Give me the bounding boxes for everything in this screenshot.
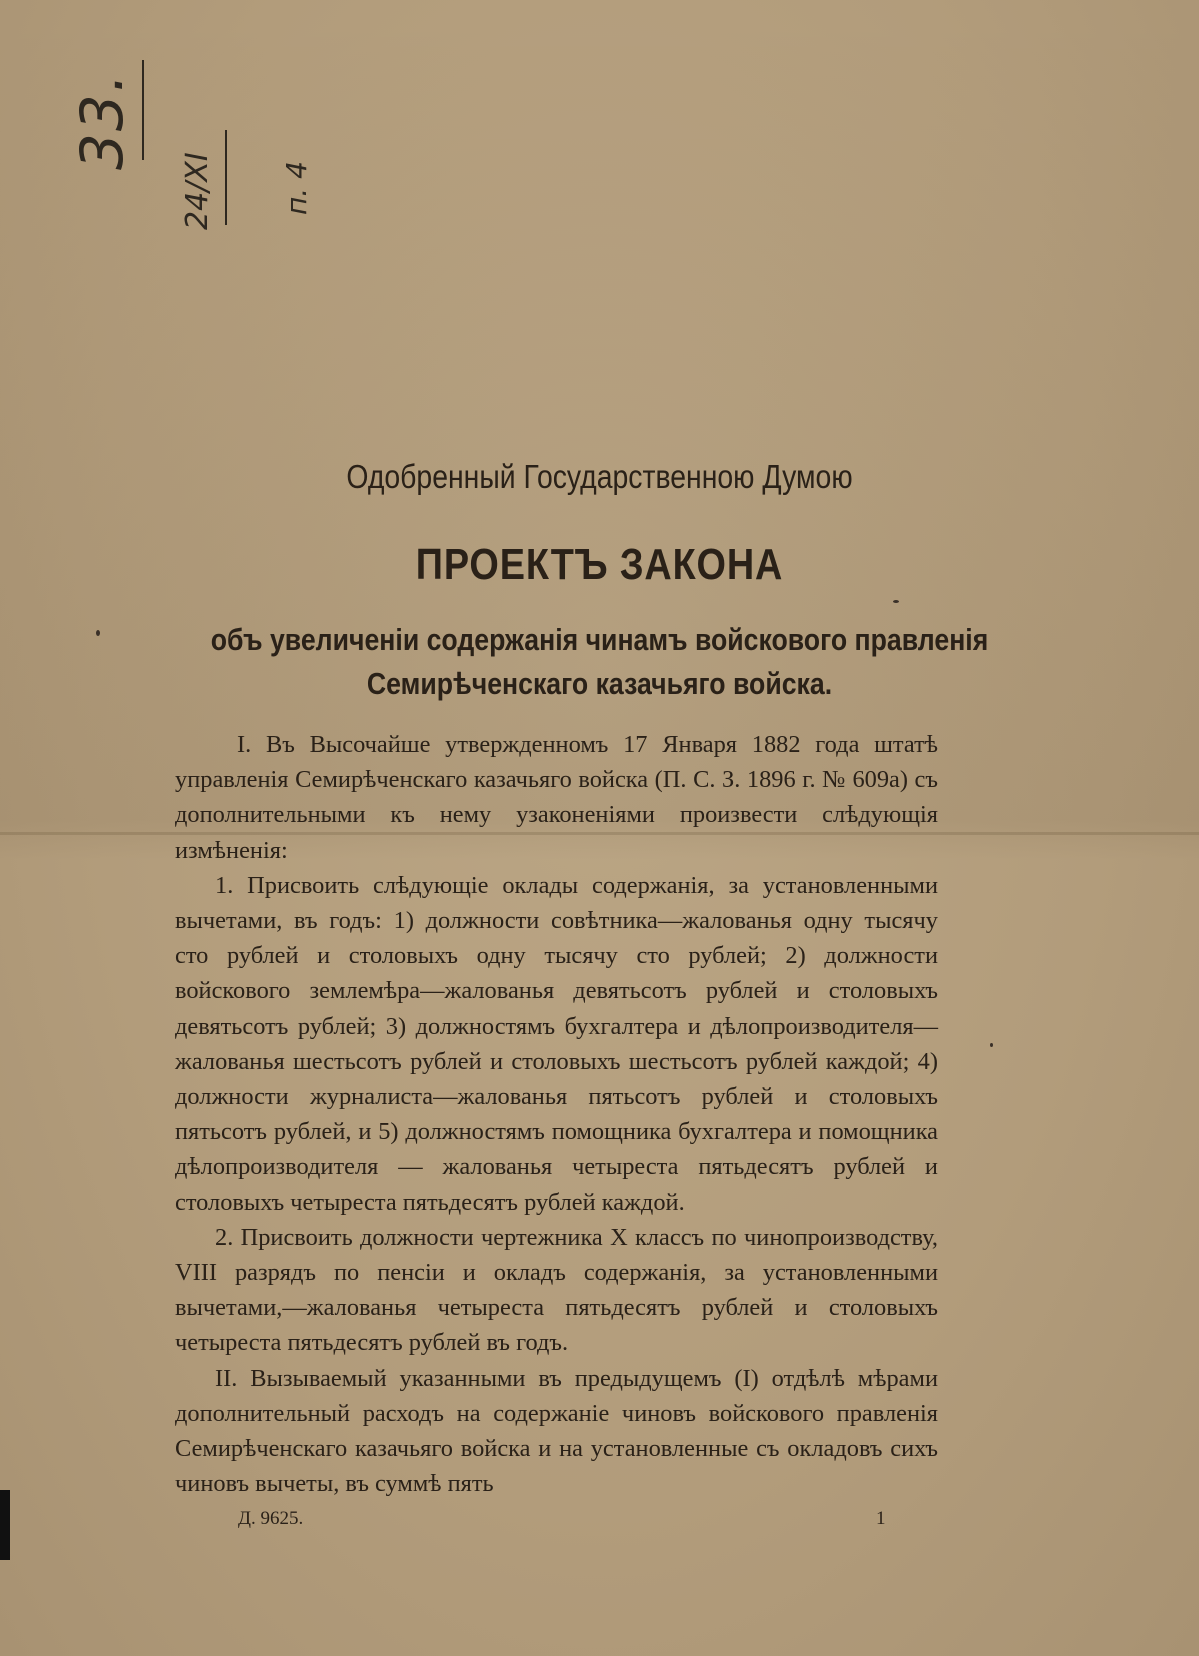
paper-speck: [893, 600, 899, 603]
scan-edge-shadow: [0, 1490, 10, 1560]
handwritten-date: 24/XI: [180, 152, 215, 230]
approved-by-line: Одобренный Государственною Думою: [346, 458, 853, 495]
document-subtitle-line-2: Семирѣченскаго казачьяго войска.: [366, 666, 833, 701]
paragraph-section-1: I. Въ Высочайше утвержденномъ 17 Января 1882 года штатѣ управленiя Семирѣченскаго казачьяго войска (П. С. З. 1896 г. № 609а) съ дополнительными къ нему узаконенiями произвести слѣдующiя измѣненiя:: [175, 731, 938, 864]
document-body: [175, 727, 938, 1501]
handwritten-number: 33.: [68, 71, 136, 170]
handwritten-rule: [142, 60, 144, 160]
document-title: ПРОЕКТЪ ЗАКОНА: [415, 540, 784, 589]
handwritten-note: п. 4: [280, 161, 313, 215]
paragraph-section-2: II. Вызываемый указанными въ предыдущемъ (I) отдѣлѣ мѣрами дополнительный расходъ на содержанiе чиновъ войскового правленiя Семирѣченскаго казачьяго войска и на установленные съ окладовъ сихъ чиновъ вычеты, въ суммѣ пять: [175, 1364, 938, 1498]
page-number: 1: [876, 1508, 886, 1529]
document-subtitle-line-1: объ увеличенiи содержанiя чинамъ войскового правленiя: [210, 622, 989, 657]
paper-speck: [990, 1043, 993, 1047]
paragraph-item-1: 1. Присвоить слѣдующiе оклады содержанiя, за установленными вычетами, въ годъ: 1) должности совѣтника—жалованья одну тысячу сто рублей и столовыхъ одну тысячу сто рублей; 2) должности войскового землемѣра—жалованья девятьсотъ рублей и столовыхъ девятьсотъ рублей; 3) должностямъ бухгалтера и дѣлопроизводителя—жалованья шестьсотъ рублей и столовыхъ шестьсотъ рублей каждой; 4) должности журналиста—жалованья пятьсотъ рублей и столовыхъ пятьсотъ рублей, и 5) должностямъ помощника бухгалтера и помощника дѣлопроизводителя — жалованья четыреста пятьдесятъ рублей и столовыхъ четыреста пятьдесятъ рублей каждой.: [175, 871, 938, 1216]
document-code: Д. 9625.: [238, 1508, 304, 1529]
paper-speck: [96, 630, 100, 636]
handwritten-date-rule: [225, 130, 227, 225]
paragraph-item-2: 2. Присвоить должности чертежника X классъ по чинопроизводству, VIII разрядъ по пенсiи и окладъ содержанiя, за установленными вычетами,—жалованья четыреста пятьдесятъ рублей и столовыхъ четыреста пятьдесятъ рублей въ годъ.: [175, 1223, 938, 1357]
